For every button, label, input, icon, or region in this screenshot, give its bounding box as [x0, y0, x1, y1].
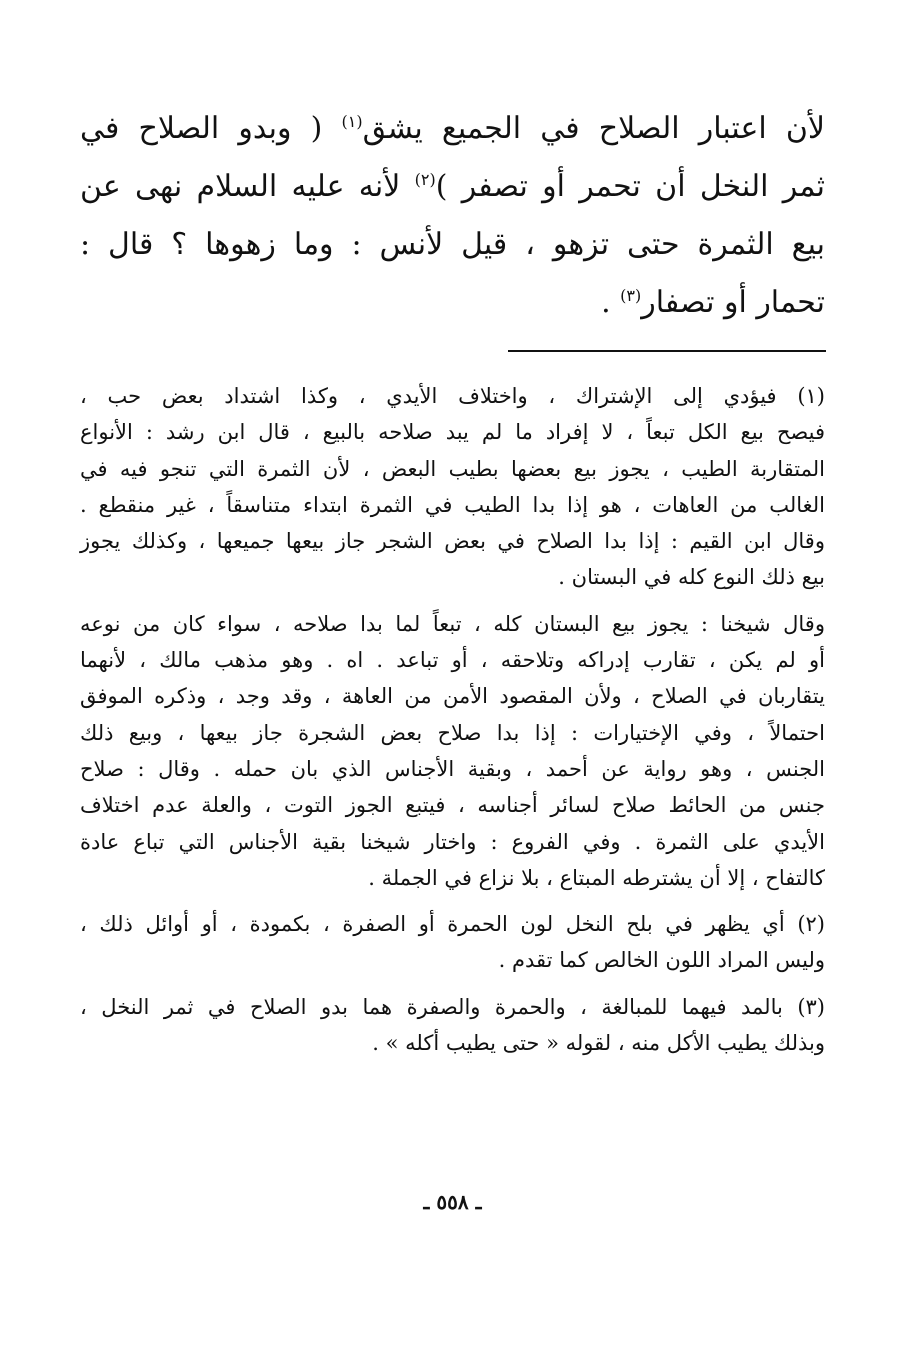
main-line-text: بيع الثمرة حتى تزهو ، قيل لأنس : وما زهوها ؟ قال :	[80, 227, 825, 262]
main-line-1	[80, 100, 825, 158]
footnote-line: يتقاربان في الصلاح ، ولأن المقصود الأمن من العاهة ، وقد وجد ، وذكره الموفق	[80, 684, 825, 709]
footnote-line: أو لم يكن ، تقارب إدراكه وتلاحقه ، أو تباعد . اه . وهو مذهب مالك ، لأنهما	[80, 648, 825, 673]
footnote-line: وقال شيخنا : يجوز بيع البستان كله ، تبعاً لما بدا صلاحه ، سواء كان من نوعه	[80, 611, 825, 636]
footnote-line: (١) فيؤدي إلى الإشتراك ، واختلاف الأيدي ، وكذا اشتداد بعض حب ،	[80, 384, 825, 408]
main-line-text: لأنه عليه السلام نهى عن	[80, 169, 415, 204]
footnote-ref-1[interactable]: (١)	[341, 112, 363, 131]
main-line-4	[80, 274, 825, 332]
footnote-line: الجنس ، وهو رواية عن أحمد ، وبقية الأجناس الذي بان حمله . وقال : صلاح	[80, 756, 825, 781]
footnote-line: وليس المراد اللون الخالص كما تقدم .	[498, 948, 825, 973]
main-line-text: تحمار أو تصفار	[641, 285, 825, 320]
footnote-1-continued	[80, 606, 825, 896]
footnote-line: (٢) أي يظهر في بلح النخل لون الحمرة أو الصفرة ، بكمودة ، أو أوائل ذلك ،	[80, 912, 825, 937]
footnote-line: (٣) بالمد فيهما للمبالغة ، والحمرة والصفرة هما بدو الصلاح في ثمر النخل ،	[80, 994, 825, 1019]
main-body-text	[80, 100, 825, 332]
footnote-line: الأيدي على الثمرة . وفي الفروع : واختار شيخنا بقية الأجناس التي تباع عادة	[80, 829, 825, 854]
footnote-separator	[508, 350, 826, 352]
footnotes-section	[80, 378, 825, 1071]
footnote-line: وبذلك يطيب الأكل منه ، لقوله « حتى يطيب أكله » .	[372, 1031, 825, 1056]
footnote-line: وقال ابن القيم : إذا بدا الصلاح في بعض الشجر جاز بيعها جميعها ، وكذلك يجوز	[80, 529, 825, 554]
footnote-line: كالتفاح ، إلا أن يشترطه المبتاع ، بلا نزاع في الجملة .	[368, 865, 825, 890]
footnote-2	[80, 906, 825, 979]
footnote-line: الغالب من العاهات ، هو إذا بدا الطيب في الثمرة ابتداء متناسقاً ، غير منقطع .	[80, 492, 825, 517]
footnote-3	[80, 989, 825, 1062]
main-line-text: لأن اعتبار الصلاح في الجميع يشق	[362, 111, 825, 146]
footnote-line: جنس من الحائط صلاح لسائر أجناسه ، فيتبع الجوز التوت ، والعلة عدم اختلاف	[80, 793, 825, 818]
main-line-text: .	[601, 285, 621, 320]
footnote-line: فيصح بيع الكل تبعاً ، لا إفراد ما لم يبد صلاحه بالبيع ، قال ابن رشد : الأنواع	[80, 420, 825, 445]
main-line-2	[80, 158, 825, 216]
footnote-1	[80, 378, 825, 596]
main-line-3	[80, 216, 825, 274]
footnote-line: احتمالاً ، وفي الإختيارات : إذا بدا صلاح بعض الشجرة جاز بيعها ، وبيع ذلك	[80, 720, 825, 745]
main-line-text: ( وبدو الصلاح في	[80, 111, 342, 146]
footnote-ref-2[interactable]: (٢)	[414, 170, 436, 189]
page-number: ـ ٥٥٨ ـ	[423, 1190, 482, 1214]
footnote-ref-3[interactable]: (٣)	[620, 286, 642, 305]
footnote-line: بيع ذلك النوع كله في البستان .	[558, 565, 825, 590]
main-line-text: ثمر النخل أن تحمر أو تصفر )	[435, 169, 825, 204]
footnote-line: المتقاربة الطيب ، يجوز بيع بعضها بطيب البعض ، لأن الثمرة التي تنجو فيه في	[80, 456, 825, 481]
